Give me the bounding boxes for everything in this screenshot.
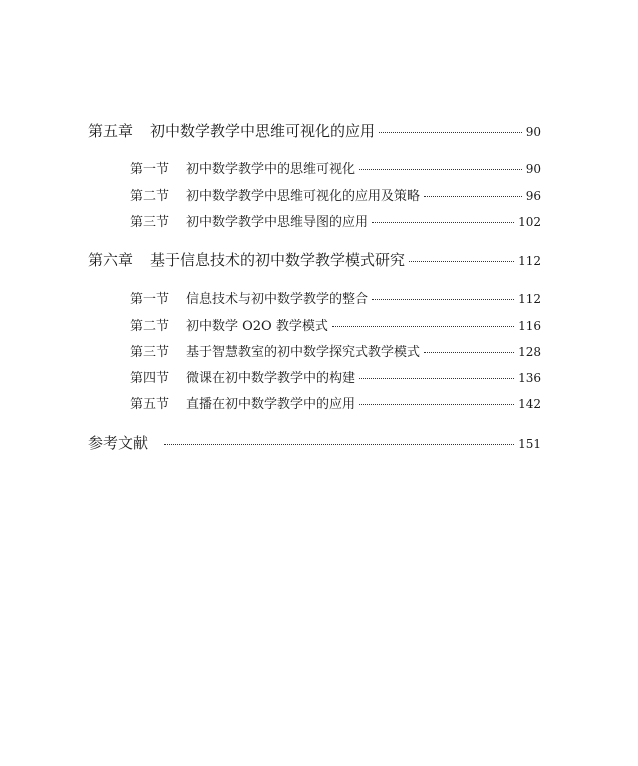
page-number: 90 xyxy=(525,162,541,176)
chapter-title: 基于信息技术的初中数学教学模式研究 xyxy=(150,251,406,269)
chapter-number: 第五章 xyxy=(88,122,134,140)
page-number: 102 xyxy=(518,215,541,229)
section-number: 第一节 xyxy=(130,162,170,177)
section-title: 直播在初中数学教学中的应用 xyxy=(186,397,356,412)
section-entry[interactable] xyxy=(130,315,541,334)
page-number: 112 xyxy=(518,254,541,268)
dot-leader xyxy=(332,326,514,327)
page-number: 112 xyxy=(518,292,541,306)
page-number: 142 xyxy=(518,397,541,411)
section-number: 第三节 xyxy=(130,345,170,360)
section-entry[interactable] xyxy=(130,158,541,177)
chapter-entry[interactable] xyxy=(88,120,541,141)
references-title: 参考文献 xyxy=(88,434,149,452)
section-number: 第四节 xyxy=(130,371,170,386)
page-number: 136 xyxy=(518,371,541,385)
section-title: 基于智慧教室的初中数学探究式教学模式 xyxy=(186,345,421,360)
section-title: 信息技术与初中数学教学的整合 xyxy=(186,292,369,307)
section-title: 初中数学教学中思维导图的应用 xyxy=(186,215,369,230)
dot-leader xyxy=(359,169,522,170)
dot-leader xyxy=(379,132,522,133)
section-entry[interactable] xyxy=(130,211,541,230)
dot-leader xyxy=(359,378,514,379)
section-entry[interactable] xyxy=(130,185,541,204)
dot-leader xyxy=(409,261,514,262)
section-entry[interactable] xyxy=(130,288,541,307)
references-entry[interactable] xyxy=(88,432,541,453)
section-title: 初中数学教学中的思维可视化 xyxy=(186,162,356,177)
dot-leader xyxy=(372,222,514,223)
section-title: 初中数学 O2O 教学模式 xyxy=(186,319,328,334)
section-title: 初中数学教学中思维可视化的应用及策略 xyxy=(186,189,421,204)
section-entry[interactable] xyxy=(130,393,541,412)
section-number: 第五节 xyxy=(130,397,170,412)
dot-leader xyxy=(372,299,514,300)
section-number: 第三节 xyxy=(130,215,170,230)
page-number: 128 xyxy=(518,345,541,359)
chapter-number: 第六章 xyxy=(88,251,134,269)
chapter-title: 初中数学教学中思维可视化的应用 xyxy=(150,122,376,140)
chapter-entry[interactable] xyxy=(88,249,541,270)
section-title: 微课在初中数学教学中的构建 xyxy=(186,371,356,386)
section-entry[interactable] xyxy=(130,341,541,360)
section-number: 第二节 xyxy=(130,189,170,204)
page-number: 96 xyxy=(525,189,541,203)
section-entry[interactable] xyxy=(130,367,541,386)
dot-leader xyxy=(424,196,522,197)
page-number: 116 xyxy=(518,319,541,333)
section-number: 第一节 xyxy=(130,292,170,307)
page-number: 151 xyxy=(518,437,541,451)
page-number: 90 xyxy=(525,125,541,139)
dot-leader xyxy=(359,404,514,405)
dot-leader xyxy=(164,444,514,445)
dot-leader xyxy=(424,352,514,353)
section-number: 第二节 xyxy=(130,319,170,334)
